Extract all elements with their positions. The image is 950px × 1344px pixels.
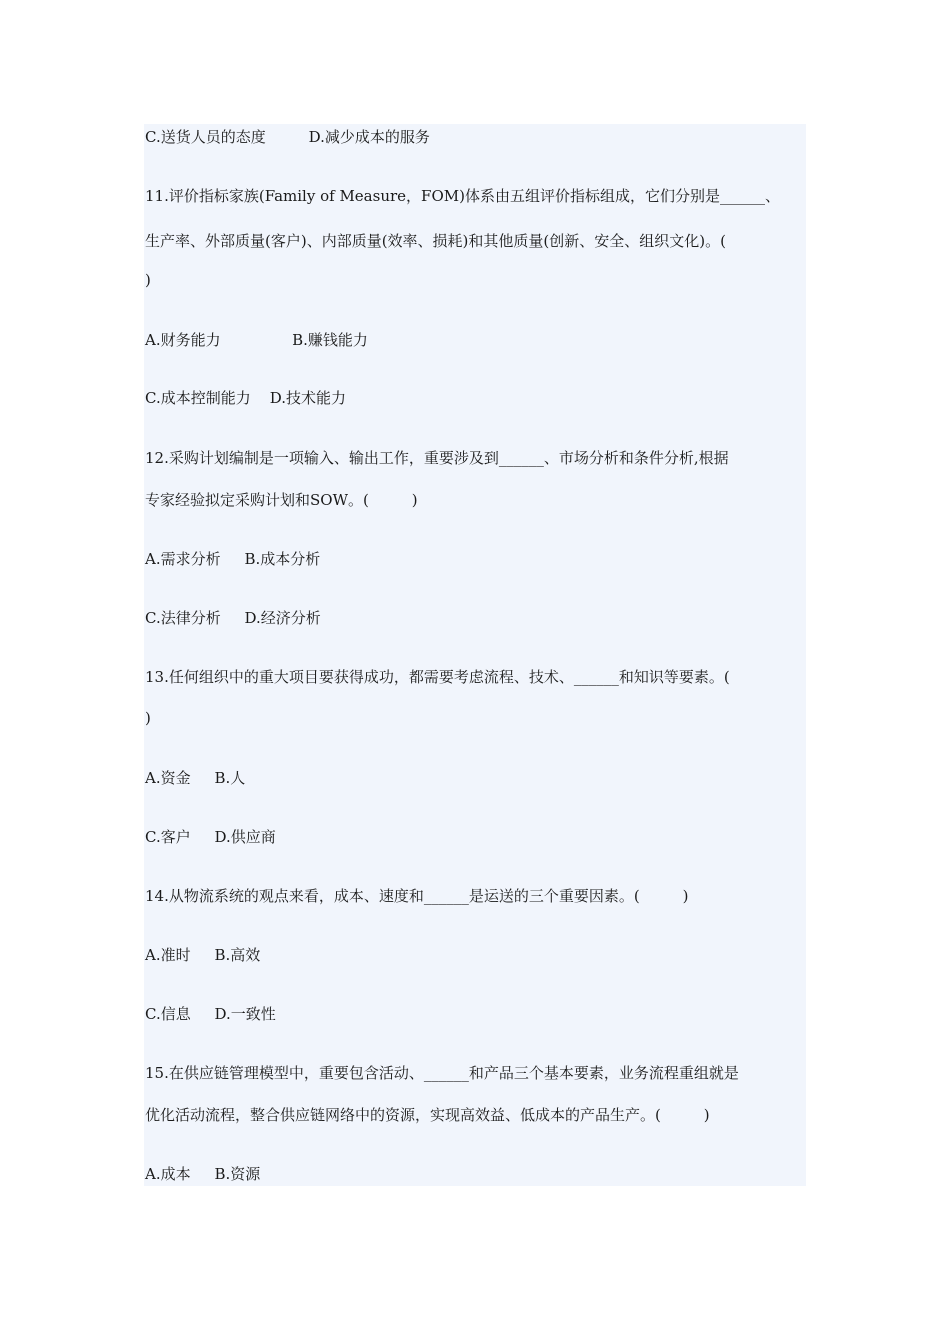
document-panel — [144, 124, 806, 1186]
q12-options-cd: C.法律分析 D.经济分析 — [145, 609, 321, 627]
q14-options-ab: A.准时 B.高效 — [145, 946, 261, 964]
q11-text-line-2: 生产率、外部质量(客户)、内部质量(效率、损耗)和其他质量(创新、安全、组织文化)。( — [145, 232, 726, 250]
q12-text-line-2: 专家经验拟定采购计划和SOW。( ) — [145, 491, 418, 509]
q13-options-cd: C.客户 D.供应商 — [145, 828, 276, 846]
q12-options-ab: A.需求分析 B.成本分析 — [145, 550, 321, 568]
q13-text-line-2: ) — [145, 709, 151, 727]
q11-text-line-1: 11.评价指标家族(Family of Measure，FOM)体系由五组评价指标组成，它们分别是______、 — [145, 187, 780, 205]
q15-options-ab: A.成本 B.资源 — [145, 1165, 261, 1183]
q10-options-cd: C.送货人员的态度 D.减少成本的服务 — [145, 128, 430, 146]
q14-options-cd: C.信息 D.一致性 — [145, 1005, 276, 1023]
q14-text-line-1: 14.从物流系统的观点来看，成本、速度和______是运送的三个重要因素。( ) — [145, 887, 689, 905]
q15-text-line-1: 15.在供应链管理模型中，重要包含活动、______和产品三个基本要素，业务流程重组就是 — [145, 1064, 739, 1082]
q11-options-cd: C.成本控制能力 D.技术能力 — [145, 389, 347, 407]
q13-text-line-1: 13.任何组织中的重大项目要获得成功，都需要考虑流程、技术、______和知识等要素。( — [145, 668, 730, 686]
q12-text-line-1: 12.采购计划编制是一项输入、输出工作，重要涉及到______、市场分析和条件分析,根据 — [145, 449, 729, 467]
q11-text-line-3: ) — [145, 271, 151, 289]
q15-text-line-2: 优化活动流程，整合供应链网络中的资源，实现高效益、低成本的产品生产。( ) — [145, 1106, 710, 1124]
q13-options-ab: A.资金 B.人 — [145, 769, 246, 787]
q11-options-ab: A.财务能力 B.赚钱能力 — [145, 331, 368, 349]
